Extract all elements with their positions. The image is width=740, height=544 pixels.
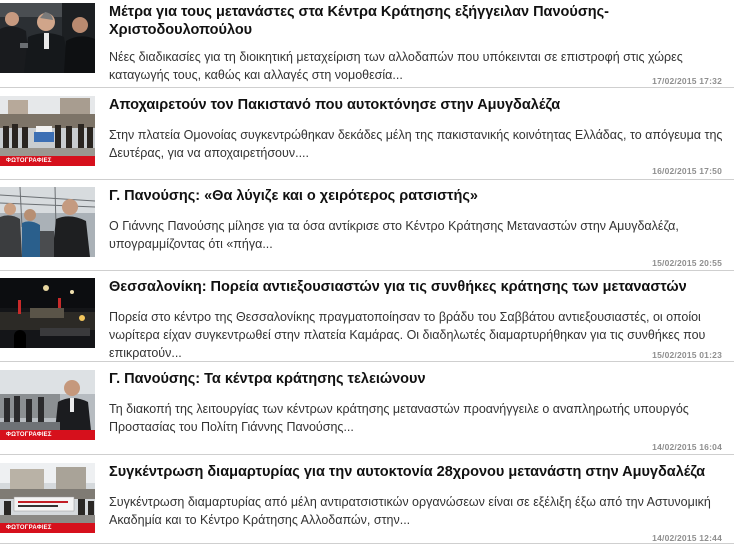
- article-date: 14/02/2015 12:44: [652, 533, 722, 543]
- article-date: 15/02/2015 20:55: [652, 258, 722, 268]
- minister-visit-photo-icon[interactable]: [0, 370, 95, 440]
- article-date: 15/02/2015 01:23: [652, 350, 722, 360]
- article-summary: Τη διακοπή της λειτουργίας των κέντρων κράτησης μεταναστών προανήγγειλε ο αναπληρωτής υπουργός Προστασίας του Πολίτη Γιάννης Πανούσης...: [109, 402, 689, 434]
- protest-banner-photo-icon[interactable]: [0, 463, 95, 533]
- article-date: 16/02/2015 17:50: [652, 166, 722, 176]
- article-summary: Ο Γιάννης Πανούσης μίλησε για τα όσα αντίκρισε στο Κέντρο Κράτησης Μεταναστών στην Αμυγδαλέζα, υπογραμμίζοντας ότι «πήγα...: [109, 219, 679, 251]
- news-item: [0, 187, 734, 271]
- news-item: [0, 463, 734, 544]
- news-item: [0, 278, 734, 362]
- news-item: [0, 370, 734, 455]
- article-summary: Στην πλατεία Ομονοίας συγκεντρώθηκαν δεκάδες μέλη της πακιστανικής κοινότητας Ελλάδας, το απόγευμα της Δευτέρας, για να αποχαιρετήσουν....: [109, 128, 723, 160]
- news-item: [0, 96, 734, 180]
- gallery-badge[interactable]: ΦΩΤΟΓΡΑΦΙΕΣ: [0, 523, 95, 533]
- article-date: 14/02/2015 16:04: [652, 442, 722, 452]
- article-date: 17/02/2015 17:32: [652, 76, 722, 86]
- article-title[interactable]: Μέτρα για τους μετανάστες στα Κέντρα Κράτησης εξήγγειλαν Πανούσης-Χριστοδουλοπούλου: [109, 4, 609, 38]
- article-title[interactable]: Θεσσαλονίκη: Πορεία αντιεξουσιαστών για τις συνθήκες κράτησης των μεταναστών: [109, 279, 687, 295]
- detention-fence-photo-icon[interactable]: [0, 187, 95, 257]
- article-title[interactable]: Συγκέντρωση διαμαρτυρίας για την αυτοκτονία 28χρονου μετανάστη στην Αμυγδαλέζα: [109, 464, 706, 480]
- gallery-badge[interactable]: ΦΩΤΟΓΡΑΦΙΕΣ: [0, 430, 95, 440]
- night-march-photo-icon[interactable]: [0, 278, 95, 348]
- article-summary: Νέες διαδικασίες για τη διοικητική μεταχείριση των αλλοδαπών που υπόκεινται σε επιστροφή στις χώρες καταγωγής τους, καθώς και αλλαγές στη νομοθεσία...: [109, 50, 683, 82]
- gallery-badge[interactable]: ΦΩΤΟΓΡΑΦΙΕΣ: [0, 156, 95, 166]
- article-summary: Πορεία στο κέντρο της Θεσσαλονίκης πραγματοποίησαν το βράδυ του Σαββάτου αντιεξουσιαστές, οι οποίοι νωρίτερα είχαν συγκεντρωθεί στην πλατεία Καμάρας. Οι διαδηλωτές διαμαρτυρήθηκαν για τις συνθήκες που επικρατούν...: [109, 310, 706, 360]
- article-title[interactable]: Γ. Πανούσης: «Θα λύγιζε και ο χειρότερος ρατσιστής»: [109, 188, 478, 204]
- news-item: [0, 3, 734, 88]
- officials-photo-icon[interactable]: [0, 3, 95, 73]
- article-title[interactable]: Αποχαιρετούν τον Πακιστανό που αυτοκτόνησε στην Αμυγδαλέζα: [109, 97, 561, 113]
- article-title[interactable]: Γ. Πανούσης: Τα κέντρα κράτησης τελειώνουν: [109, 371, 426, 387]
- crowd-square-photo-icon[interactable]: [0, 96, 95, 166]
- article-summary: Συγκέντρωση διαμαρτυρίας από μέλη αντιρατσιστικών οργανώσεων είναι σε εξέλιξη έξω από την Αστυνομική Ακαδημία και το Κέντρο Κράτησης Αλλοδαπών, στην...: [109, 495, 711, 527]
